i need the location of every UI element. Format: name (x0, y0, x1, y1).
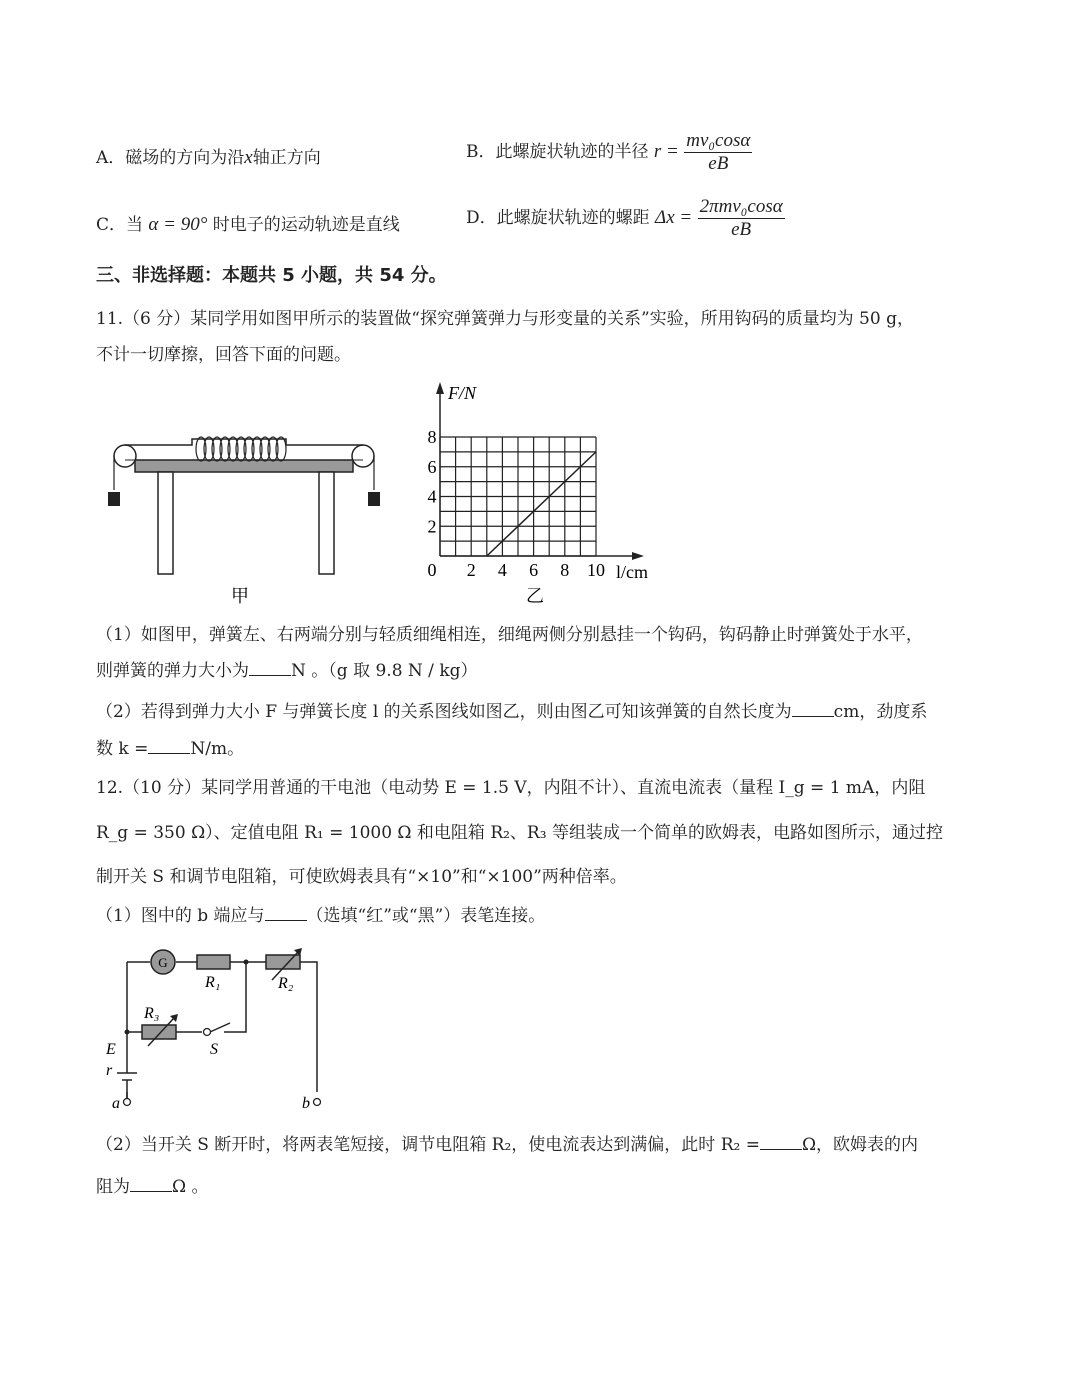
answer-blank[interactable] (265, 906, 307, 921)
text: （2）若得到弹力大小 F 与弹簧长度 l 的关系图线如图乙，则由图乙可知该弹簧的自然长度为 (96, 702, 792, 722)
option-c (96, 210, 400, 236)
option-b-lhs: r = (653, 141, 679, 162)
x-tick-label: 0 (427, 560, 437, 580)
q12-line2: R_g = 350 Ω）、定值电阻 R₁ = 1000 Ω 和电阻箱 R₂、R₃ 等组装成一个简单的欧姆表，电路如图所示，通过控 (96, 823, 943, 843)
figure-yi-chart (410, 378, 670, 608)
option-a (96, 143, 321, 169)
q11-line2: 不计一切摩擦，回答下面的问题。 (96, 345, 351, 365)
q12-line3: 制开关 S 和调节电阻箱，可使欧姆表具有“×10”和“×100”两种倍率。 (96, 867, 627, 887)
option-d-label: D．此螺旋状轨迹的螺距 (466, 208, 650, 228)
option-b-label: B．此螺旋状轨迹的半径 (466, 142, 649, 162)
text: N 。（g 取 9.8 N / kg） (291, 661, 478, 681)
y-axis-label: F/N (448, 383, 477, 403)
x-axis-arrow-icon (632, 552, 644, 560)
text: 阻为 (96, 1177, 130, 1197)
label-s: S (210, 1041, 218, 1058)
option-b-fraction (684, 130, 752, 175)
switch-s (204, 1029, 211, 1036)
option-d-fraction (698, 196, 785, 241)
x-tick-label: 8 (560, 560, 570, 580)
q12-line1: 12.（10 分）某同学用普通的干电池（电动势 E = 1.5 V，内阻不计）、直流电流表（量程 I_g = 1 mA，内阻 (96, 778, 926, 798)
option-c-label: C．当 (96, 215, 144, 235)
galvanometer-label: G (158, 955, 168, 970)
y-tick-label: 6 (427, 456, 437, 477)
x-tick-label: 2 (466, 560, 476, 580)
answer-blank[interactable] (249, 661, 291, 676)
label-b: b (302, 1095, 310, 1112)
label-e: E (106, 1041, 116, 1058)
label-r3: R₃ (144, 1005, 160, 1022)
x-tick-label: 10 (587, 560, 605, 580)
y-tick-label: 4 (427, 486, 437, 507)
terminal-b (314, 1099, 321, 1106)
answer-blank[interactable] (792, 702, 834, 717)
fraction-denominator: eB (708, 153, 729, 174)
q11-part1-line1: （1）如图甲，弹簧左、右两端分别与轻质细绳相连，细绳两侧分别悬挂一个钩码，钩码静止时弹簧处于水平， (96, 625, 923, 645)
option-a-var: x (244, 147, 253, 168)
label-r: r (106, 1062, 113, 1079)
q11-part2-line1 (96, 697, 927, 722)
option-d (466, 196, 785, 241)
q12-part1 (96, 901, 545, 926)
series-line (487, 452, 596, 556)
option-c-tail: 时电子的运动轨迹是直线 (212, 215, 400, 235)
section-heading: 三、非选择题：本题共 5 小题，共 54 分。 (96, 265, 447, 286)
figure-yi-caption: 乙 (526, 586, 544, 606)
text: Ω，欧姆表的内 (801, 1135, 919, 1155)
option-d-lhs: Δx = (655, 207, 693, 228)
text: 数 k = (96, 739, 149, 759)
x-axis-label: l/cm (616, 562, 648, 582)
answer-blank[interactable] (148, 739, 190, 754)
q12-part2-line2 (96, 1172, 209, 1197)
option-c-expr: α = 90° (148, 214, 208, 235)
resistor-r1 (197, 955, 230, 969)
q11-part1-line2 (96, 656, 478, 681)
fraction-numerator: 2πmv₀cosα (699, 196, 783, 217)
text: 则弹簧的弹力大小为 (96, 661, 249, 681)
q11-line1: 11.（6 分）某同学用如图甲所示的装置做“探究弹簧弹力与形变量的关系”实验，所用钩码的质量均为 50 g， (96, 309, 914, 329)
text: cm，劲度系 (833, 702, 928, 722)
text: （2）当开关 S 断开时，将两表笔短接，调节电阻箱 R₂，使电流表达到满偏，此时 R₂ = (96, 1135, 760, 1155)
resistor-box-r2 (266, 955, 300, 969)
text: N/m。 (190, 739, 245, 759)
text: Ω 。 (172, 1177, 209, 1197)
resistor-box-r3 (142, 1025, 176, 1039)
figure-jia-spring-apparatus (100, 420, 390, 610)
text: （1）图中的 b 端应与 (96, 906, 265, 926)
option-a-tail: 轴正方向 (252, 148, 321, 168)
terminal-a (124, 1099, 131, 1106)
label-r2: R₂ (278, 975, 294, 992)
answer-blank[interactable] (130, 1177, 172, 1192)
fraction-denominator: eB (731, 219, 752, 240)
circuit-diagram (100, 940, 340, 1115)
y-axis-arrow-icon (436, 382, 444, 394)
option-b (466, 130, 752, 175)
q11-part2-line2 (96, 734, 244, 759)
x-tick-label: 4 (497, 560, 507, 580)
label-r1: R₁ (205, 974, 221, 991)
y-tick-label: 8 (427, 427, 437, 447)
x-tick-label: 6 (529, 560, 539, 580)
fraction-numerator: mv₀cosα (686, 130, 751, 151)
text: （选填“红”或“黑”）表笔连接。 (306, 906, 546, 926)
option-a-label: A．磁场的方向为沿 (96, 148, 245, 168)
y-tick-label: 2 (427, 516, 437, 537)
figure-jia-caption: 甲 (231, 586, 249, 606)
answer-blank[interactable] (760, 1135, 802, 1150)
label-a: a (112, 1095, 120, 1112)
q12-part2-line1 (96, 1130, 918, 1155)
